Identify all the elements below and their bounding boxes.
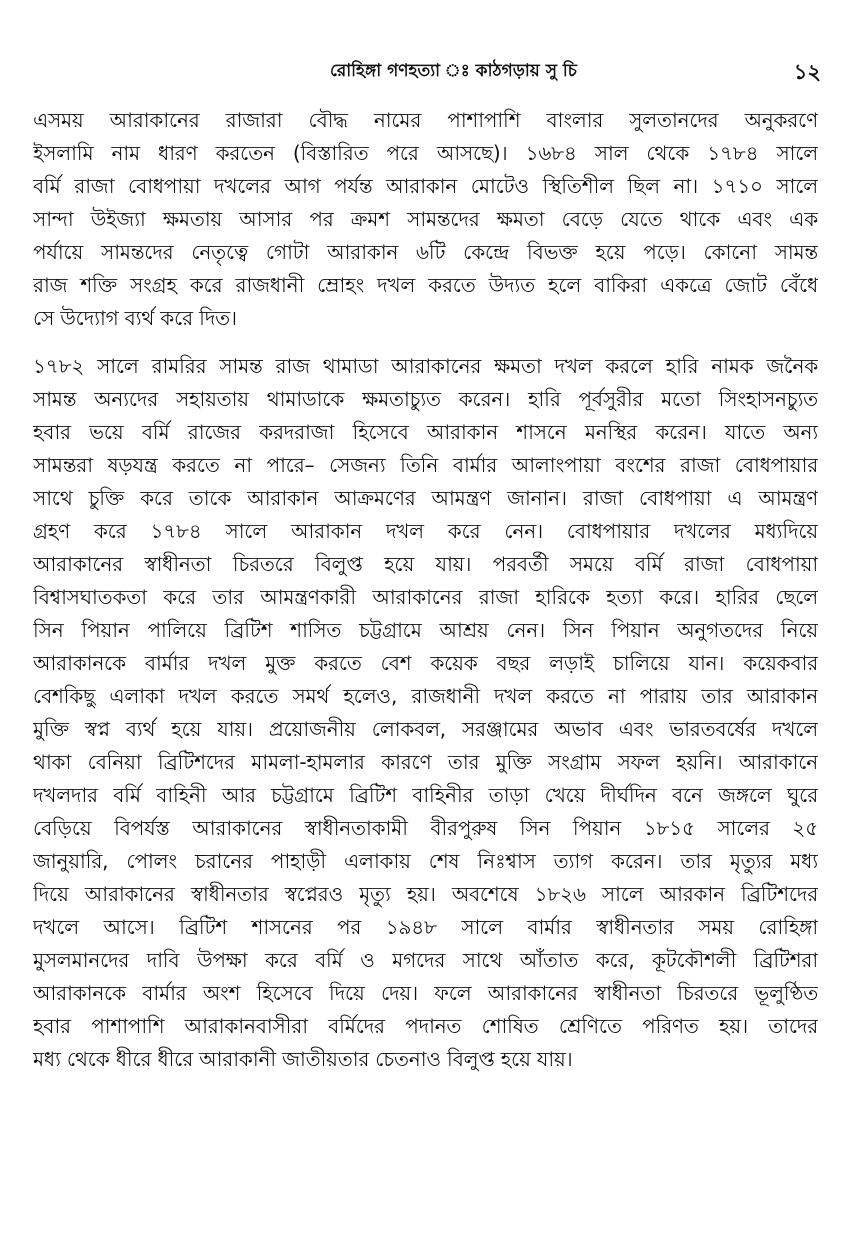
text-line: জানুয়ারি, পোলং চরানের পাহাড়ী এলাকায় শেষ নিঃশ্বাস ত্যাগ করেন। তার মৃত্যুর মধ্য (33, 849, 818, 873)
text-line: হবার ভয়ে বর্মি রাজের করদরাজা হিসেবে আরাকান শাসনে মনস্থির করেন। যাতে অন্য (33, 420, 818, 444)
text-line: দিয়ে আরাকানের স্বাধীনতার স্বপ্নেরও মৃত্যু হয়। অবশেষে ১৮২৬ সালে আরকান ব্রিটিশদের (33, 882, 818, 906)
text-line: হবার পাশাপাশি আরাকানবাসীরা বর্মিদের পদানত শোষিত শ্রেণিতে পরিণত হয়। তাদের (33, 1014, 818, 1038)
text-line: ইসলামি নাম ধারণ করতেন (বিস্তারিত পরে আসছে)। ১৬৮৪ সাল থেকে ১৭৮৪ সালে (33, 141, 818, 165)
text-line: আরাকানের স্বাধীনতা চিরতরে বিলুপ্ত হয়ে যায়। পরবর্তী সময়ে বর্মি রাজা বোধপায়া (33, 552, 818, 576)
text-line: সামন্তরা ষড়যন্ত্র করতে না পারে– সেজন্য তিনি বার্মার আলাংপায়া বংশের রাজা বোধপায়ার (33, 453, 818, 477)
body-text (33, 104, 818, 1076)
text-line: ১৭৮২ সালে রামরির সামন্ত রাজ থামাডা আরাকানের ক্ষমতা দখল করলে হারি নামক জনৈক (33, 354, 818, 378)
text-line: সে উদ্যোগ ব্যর্থ করে দিত। (33, 306, 237, 330)
text-line: দখলে আসে। ব্রিটিশ শাসনের পর ১৯৪৮ সালে বার্মার স্বাধীনতার সময় রোহিঙ্গা (33, 915, 818, 939)
text-line: মুসলমানদের দাবি উপক্ষা করে বর্মি ও মগদের সাথে আঁতাত করে, কূটকৌশলী ব্রিটিশরা (33, 948, 818, 972)
text-line: সামন্ত অন্যদের সহায়তায় থামাডাকে ক্ষমতাচ্যুত করেন। হারি পূর্বসুরীর মতো সিংহাসনচ্যুত (33, 387, 818, 411)
text-line: গ্রহণ করে ১৭৮৪ সালে আরাকান দখল করে নেন। বোধপায়ার দখলের মধ্যদিয়ে (33, 519, 818, 543)
text-line: আরাকানকে বার্মার অংশ হিসেবে দিয়ে দেয়। ফলে আরাকানের স্বাধীনতা চিরতরে ভূলুণ্ঠিত (33, 981, 818, 1005)
running-header (0, 58, 868, 86)
text-line: আরাকানকে বার্মার দখল মুক্ত করতে বেশ কয়েক বছর লড়াই চালিয়ে যান। কয়েকবার (33, 651, 818, 675)
text-line: মধ্য থেকে ধীরে ধীরে আরাকানী জাতীয়তার চেতনাও বিলুপ্ত হয়ে যায়। (33, 1047, 573, 1071)
paragraph (33, 350, 818, 1076)
text-line: বেড়িয়ে বিপর্যস্ত আরাকানের স্বাধীনতাকামী বীরপুরুষ সিন পিয়ান ১৮১৫ সালের ২৫ (33, 816, 818, 840)
text-line: মুক্তি স্বপ্ন ব্যর্থ হয়ে যায়। প্রয়োজনীয় লোকবল, সরঞ্জামের অভাব এবং ভারতবর্ষের দখলে (33, 717, 818, 741)
text-line: সিন পিয়ান পালিয়ে ব্রিটিশ শাসিত চট্টগ্রামে আশ্রয় নেন। সিন পিয়ান অনুগতদের নিয়ে (33, 618, 818, 642)
text-line: বিশ্বাসঘাতকতা করে তার আমন্ত্রণকারী আরাকানের রাজা হারিকে হত্যা করে। হারির ছেলে (33, 585, 818, 609)
text-line: বেশকিছু এলাকা দখল করতে সমর্থ হলেও, রাজধানী দখল করতে না পারায় তার আরাকান (33, 684, 818, 708)
page-number: ১২ (793, 60, 821, 84)
text-line: থাকা বেনিয়া ব্রিটিশদের মামলা-হামলার কারণে তার মুক্তি সংগ্রাম সফল হয়নি। আরাকানে (33, 750, 818, 774)
text-line: এসময় আরাকানের রাজারা বৌদ্ধ নামের পাশাপাশি বাংলার সুলতানদের অনুকরণে (33, 108, 818, 132)
paragraph (33, 104, 818, 335)
running-title: রোহিঙ্গা গণহত্যা ঃ কাঠগড়ায় সু চি (330, 61, 577, 81)
text-line: সান্দা উইজ্যা ক্ষমতায় আসার পর ক্রমশ সামন্তদের ক্ষমতা বেড়ে যেতে থাকে এবং এক (33, 207, 818, 231)
text-line: বর্মি রাজা বোধপায়া দখলের আগ পর্যন্ত আরাকান মোটেও স্থিতিশীল ছিল না। ১৭১০ সালে (33, 174, 818, 198)
text-line: রাজ শক্তি সংগ্রহ করে রাজধানী ম্রোহং দখল করতে উদ্যত হলে বাকিরা একত্রে জোট বেঁধে (33, 273, 818, 297)
text-line: সাথে চুক্তি করে তাকে আরাকান আক্রমণের আমন্ত্রণ জানান। রাজা বোধপায়া এ আমন্ত্রণ (33, 486, 818, 510)
text-line: পর্যায়ে সামন্তদের নেতৃত্বে গোটা আরাকান ৬টি কেন্দ্রে বিভক্ত হয়ে পড়ে। কোনো সামন্ত (33, 240, 818, 264)
text-line: দখলদার বর্মি বাহিনী আর চট্টগ্রামে ব্রিটিশ বাহিনীর তাড়া খেয়ে দীর্ঘদিন বনে জঙ্গলে ঘুরে (33, 783, 818, 807)
